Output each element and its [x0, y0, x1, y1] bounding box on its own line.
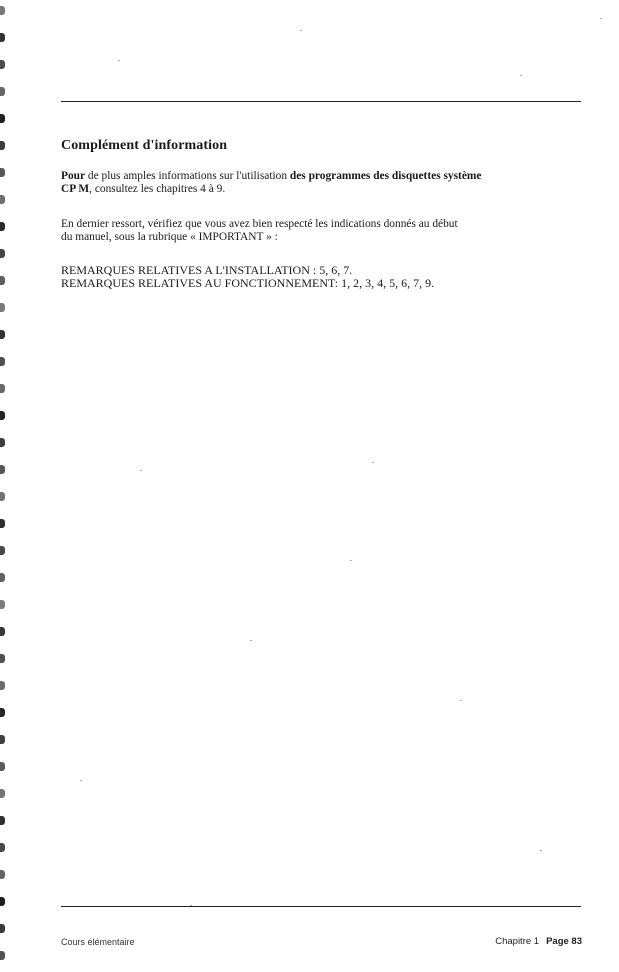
bottom-rule — [61, 906, 581, 907]
binding-mark — [0, 411, 5, 420]
p2-line2: du manuel, sous la rubrique « IMPORTANT » : — [61, 231, 278, 243]
binding-mark — [0, 843, 5, 852]
scan-speck — [350, 560, 352, 561]
binding-mark — [0, 546, 5, 555]
binding-mark — [0, 870, 5, 879]
p1-text-b: , consultez les chapitres 4 à 9. — [89, 183, 226, 195]
binding-mark — [0, 600, 5, 609]
binding-mark — [0, 627, 5, 636]
scan-speck — [460, 700, 462, 701]
binding-mark — [0, 465, 5, 474]
footer-page-info — [495, 936, 582, 947]
footer-course-title: Cours élémentaire — [61, 937, 135, 947]
top-rule — [61, 101, 581, 102]
scan-speck — [118, 60, 120, 61]
binding-mark — [0, 303, 5, 312]
p1-bold-start: Pour — [61, 170, 86, 182]
binding-mark — [0, 762, 5, 771]
binding-mark — [0, 33, 5, 42]
binding-mark — [0, 897, 5, 906]
scan-speck — [600, 18, 602, 19]
binding-mark — [0, 60, 5, 69]
binding-mark — [0, 141, 5, 150]
section-heading: Complément d'information — [61, 138, 228, 153]
p1-text-a: de plus amples informations sur l'utilisation — [85, 170, 290, 182]
footer-chapter: Chapitre 1 — [495, 936, 540, 947]
binding-mark — [0, 924, 5, 933]
scan-speck — [80, 780, 82, 781]
footer-page-number: Page 83 — [546, 936, 582, 947]
binding-mark — [0, 222, 5, 231]
binding-mark — [0, 195, 5, 204]
binding-mark — [0, 249, 5, 258]
binding-mark — [0, 735, 5, 744]
binding-mark — [0, 87, 5, 96]
p1-bold-cpm: CP M — [61, 183, 90, 195]
scan-speck — [190, 905, 192, 906]
binding-mark — [0, 6, 5, 15]
binding-mark — [0, 384, 5, 393]
remarks-fonctionnement: REMARQUES RELATIVES AU FONCTIONNEMENT: 1, 2, 3, 4, 5, 6, 7, 9. — [61, 276, 435, 290]
binding-mark — [0, 330, 5, 339]
binding-mark — [0, 492, 5, 501]
binding-marks — [0, 0, 8, 972]
remarks-list — [61, 264, 581, 290]
binding-mark — [0, 681, 5, 690]
binding-mark — [0, 708, 5, 717]
binding-mark — [0, 789, 5, 798]
binding-mark — [0, 816, 5, 825]
binding-mark — [0, 114, 5, 123]
scan-speck — [372, 462, 374, 463]
binding-mark — [0, 573, 5, 582]
remarks-installation: REMARQUES RELATIVES A L'INSTALLATION : 5, 6, 7. — [61, 263, 353, 277]
p1-bold-mid: des programmes des disquettes système — [289, 170, 482, 182]
paragraph-last-resort — [61, 218, 581, 244]
scan-speck — [300, 30, 302, 31]
paragraph-more-info — [61, 170, 581, 196]
scan-speck — [140, 470, 142, 471]
scan-speck — [520, 75, 522, 76]
binding-mark — [0, 276, 5, 285]
binding-mark — [0, 438, 5, 447]
binding-mark — [0, 951, 5, 960]
scan-speck — [250, 640, 252, 641]
binding-mark — [0, 519, 5, 528]
scan-speck — [540, 850, 542, 851]
binding-mark — [0, 357, 5, 366]
binding-mark — [0, 168, 5, 177]
binding-mark — [0, 654, 5, 663]
p2-line1: En dernier ressort, vérifiez que vous avez bien respecté les indications donnés au début — [61, 218, 458, 230]
